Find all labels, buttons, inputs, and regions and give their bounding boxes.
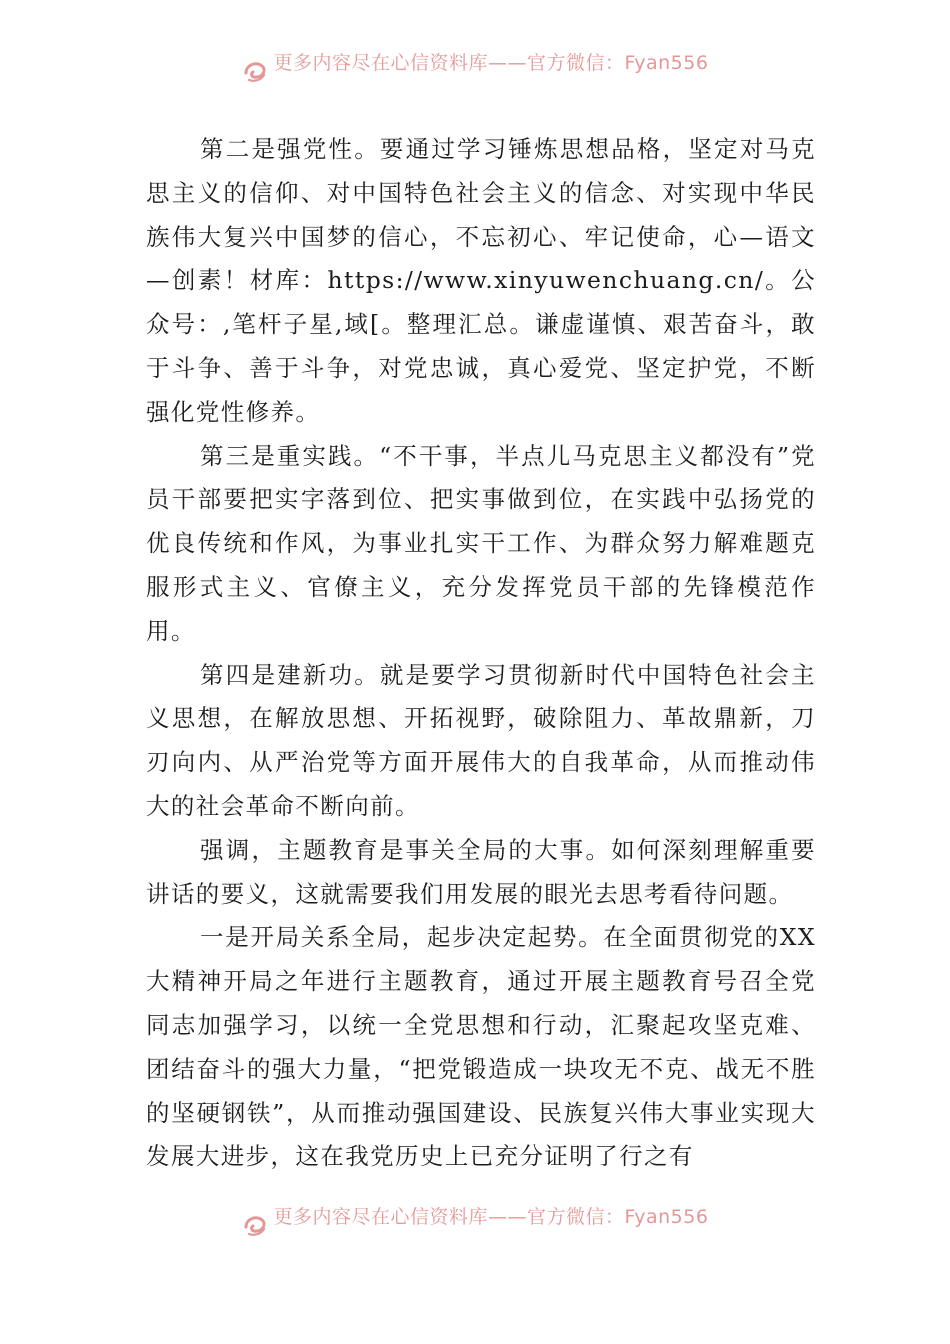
- footer-watermark: [0, 1206, 950, 1242]
- paragraph-opening-matters: 一是开局关系全局，起步决定起势。在全面贯彻党的XX大精神开局之年进行主题教育，通过开展主题教育号召全党同志加强学习，以统一全党思想和行动，汇聚起攻坚克难、团结奋斗的强大力量，“把党锻造成一块攻无不克、战无不胜的坚硬钢铁”，从而推动强国建设、民族复兴伟大事业实现大发展大进步，这在我党历史上已充分证明了行之有: [146, 923, 816, 1171]
- paragraph-emphasize-practice: 第三是重实践。“不干事，半点儿马克思主义都没有”党员干部要把实字落到位、把实事做到位，在实践中弘扬党的优良传统和作风，为事业扎实干工作、为群众努力解难题克服形式主义、官僚主义，充分发挥党员干部的先锋模范作用。: [146, 441, 816, 645]
- header-watermark-text: 更多内容尽在心信资料库——官方微信：Fyan556: [273, 52, 709, 74]
- header-watermark: [0, 52, 950, 88]
- brand-swirl-logo-icon: [242, 57, 268, 83]
- paragraph-make-new-contributions: 第四是建新功。就是要学习贯彻新时代中国特色社会主义思想，在解放思想、开拓视野，破除阻力、革故鼎新，刀刃向内、从严治党等方面开展伟大的自我革命，从而推动伟大的社会革命不断向前。: [146, 660, 816, 820]
- paragraph-theme-education-emphasis: 强调，主题教育是事关全局的大事。如何深刻理解重要讲话的要义，这就需要我们用发展的眼光去思考看待问题。: [146, 835, 816, 908]
- paragraph-strengthen-party-spirit: 第二是强党性。要通过学习锤炼思想品格，坚定对马克思主义的信仰、对中国特色社会主义的信念、对实现中华民族伟大复兴中国梦的信心，不忘初心、牢记使命，心—语文—创素！材库：https://www.xinyuwenchuang.cn/。公众号：,笔杆子星,域[。整理汇总。谦虚谨慎、艰苦奋斗，敢于斗争、善于斗争，对党忠诚，真心爱党、坚定护党，不断强化党性修养。: [146, 135, 816, 426]
- document-body: [146, 128, 816, 1179]
- footer-watermark-text: 更多内容尽在心信资料库——官方微信：Fyan556: [273, 1206, 709, 1228]
- brand-swirl-logo-icon: [242, 1211, 268, 1237]
